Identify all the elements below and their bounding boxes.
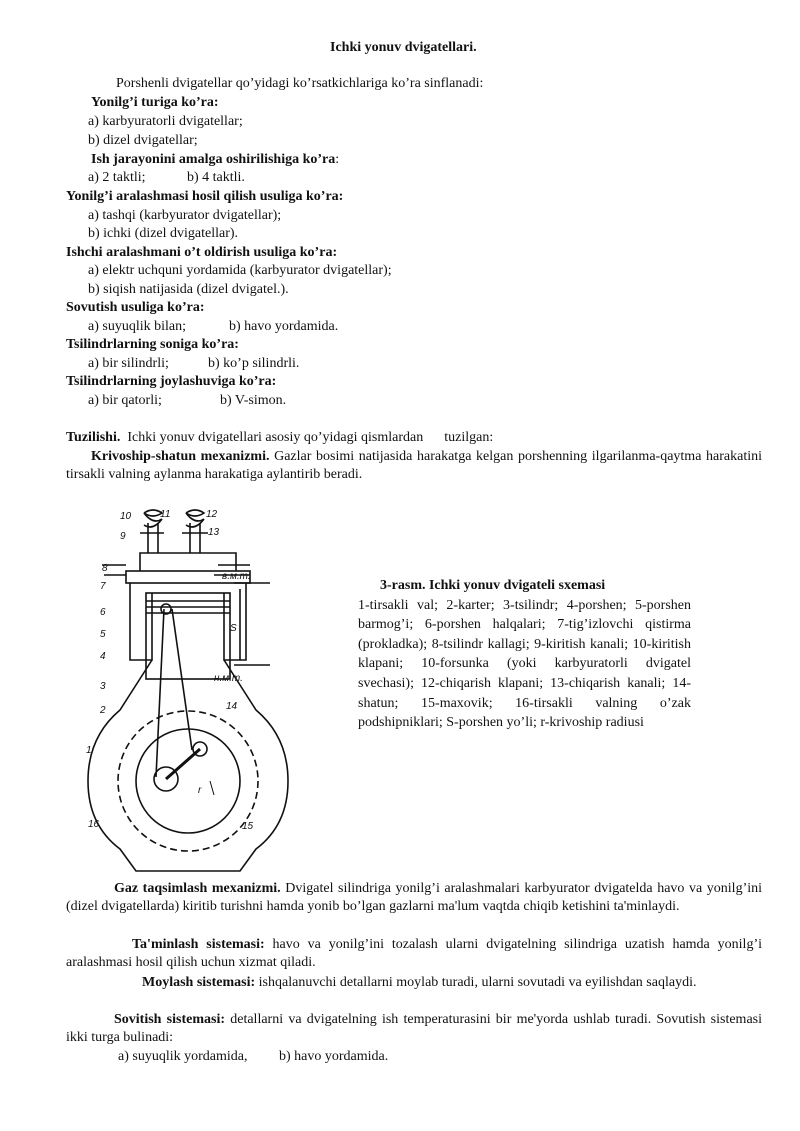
cyl-layout-item-b: b) V-simon. bbox=[220, 393, 287, 408]
intro-text: Porshenli dvigatellar qo’yidagi ko’rsatkichlariga ko’ra sinflanadi: bbox=[116, 76, 484, 91]
diagram-label-7: 7 bbox=[100, 581, 106, 592]
diagram-label-12: 12 bbox=[206, 509, 218, 520]
mixture-heading: Yonilg’i aralashmasi hosil qilish usuliga ko’ra: bbox=[66, 189, 344, 204]
diagram-label-nmt: н.м.т. bbox=[214, 673, 243, 684]
diagram-label-9: 9 bbox=[120, 531, 126, 542]
mixture-item-a: a) tashqi (karbyurator dvigatellar); bbox=[88, 208, 282, 223]
cooling-item-a: a) suyuqlik bilan; bbox=[88, 319, 186, 334]
figure-caption-title: 3-rasm. Ichki yonuv dvigateli sxemasi bbox=[380, 578, 606, 593]
ignition-item-a: a) elektr uchquni yordamida (karbyurator dvigatellar); bbox=[88, 263, 392, 278]
crank-paragraph: Krivoship-shatun mexanizmi. Gazlar bosimi natijasida harakatga kelgan porshenning ilgarilanma-qaytma harakatini tirsakli valning aylanma harakatiga aylantirib beradi. bbox=[66, 449, 762, 482]
cool-types-b: b) havo yordamida. bbox=[279, 1049, 389, 1064]
diagram-label-11: 11 bbox=[160, 509, 171, 520]
cool-types-a: a) suyuqlik yordamida, bbox=[118, 1049, 248, 1064]
figure-caption bbox=[358, 576, 691, 733]
ignition-item-b: b) siqish natijasida (dizel dvigatel.). bbox=[88, 282, 289, 297]
diagram-label-14: 14 bbox=[226, 701, 238, 712]
diagram-label-10: 10 bbox=[120, 511, 132, 522]
supply-paragraph: Ta'minlash sistemasi: havo va yonilg’ini tozalash ularni dvigatelning silindriga uzatish hamda yonilg’i aralashmasi hosil qilish uchun xizmat qiladi. bbox=[66, 937, 762, 970]
cooling-heading: Sovutish usuliga ko’ra: bbox=[66, 300, 205, 315]
structure-line: Tuzilishi. Ichki yonuv dvigatellari asosiy qo’yidagi qismlardan tuzilgan: bbox=[66, 430, 494, 445]
cyl-layout-item-a: a) bir qatorli; bbox=[88, 393, 162, 408]
process-item-a: a) 2 taktli; bbox=[88, 170, 146, 185]
diagram-label-6: 6 bbox=[100, 607, 106, 618]
cyl-count-item-a: a) bir silindrli; bbox=[88, 356, 169, 371]
lube-paragraph: Moylash sistemasi: ishqalanuvchi detallarni moylab turadi, ularni sovutadi va eyilishdan saqlaydi. bbox=[142, 975, 697, 990]
cyl-count-heading: Tsilindrlarning soniga ko’ra: bbox=[66, 337, 239, 352]
diagram-label-4: 4 bbox=[100, 651, 106, 662]
process-item-b: b) 4 taktli. bbox=[187, 170, 245, 185]
diagram-label-s: S bbox=[230, 623, 237, 634]
process-heading: Ish jarayonini amalga oshirilishiga ko’ra: bbox=[91, 152, 340, 167]
fuel-item-b: b) dizel dvigatellar; bbox=[88, 133, 198, 148]
gas-paragraph: Gaz taqsimlash mexanizmi. Dvigatel silindriga yonilg’i aralashmalari karbyurator dvigatelda havo va yonilg’ini (dizel dvigatellarda) kiritib turishni hamda yonib bo’lgan gazlarni ma'lum vaqtda chiqib ketishini ta'minlaydi. bbox=[66, 881, 763, 914]
fuel-heading: Yonilg’i turiga ko’ra: bbox=[91, 95, 219, 110]
figure-caption-text: 1-tirsakli val; 2-karter; 3-tsilindr; 4-porshen; 5-porshen barmog’i; 6-porshen halqalari; 7-tig’izlovchi qistirma (prokladka); 8-tsilindr kallagi; 9-kiritish kanali; 10-kiritish klapani; 10-forsunka (yoki karbyuratorli dvigatel svechasi); 12-chiqarish klapani; 13-chiqarish kanali; 14-shatun; 15-maxovik; 16-tirsakli valning o’zak podshipniklari; S-porshen yo’li; r-krivoship radiusi bbox=[358, 597, 691, 731]
diagram-label-16: 16 bbox=[88, 819, 100, 830]
engine-diagram bbox=[64, 505, 314, 875]
cooling-item-b: b) havo yordamida. bbox=[229, 319, 339, 334]
page-title: Ichki yonuv dvigatellari. bbox=[330, 40, 477, 55]
diagram-label-13: 13 bbox=[208, 527, 220, 538]
diagram-label-15: 15 bbox=[242, 821, 254, 832]
diagram-label-3: 3 bbox=[100, 681, 106, 692]
diagram-label-5: 5 bbox=[100, 629, 106, 640]
diagram-label-8: 8 bbox=[102, 563, 108, 574]
diagram-label-vmt: в.м.т. bbox=[222, 571, 251, 582]
diagram-label-r: r bbox=[198, 785, 202, 796]
cyl-layout-heading: Tsilindrlarning joylashuviga ko’ra: bbox=[66, 374, 277, 389]
diagram-label-2: 2 bbox=[100, 705, 106, 716]
cyl-count-item-b: b) ko’p silindrli. bbox=[208, 356, 300, 371]
diagram-label-1: 1 bbox=[86, 745, 92, 756]
fuel-item-a: a) karbyuratorli dvigatellar; bbox=[88, 114, 243, 129]
ignition-heading: Ishchi aralashmani o’t oldirish usuliga ko’ra: bbox=[66, 245, 338, 260]
mixture-item-b: b) ichki (dizel dvigatellar). bbox=[88, 226, 239, 241]
cool-sys-paragraph: Sovitish sistemasi: detallarni va dvigatelning ish temperaturasini bir me'yorda ushlab turadi. Sovutish sistemasi ikki turga bulinadi: bbox=[66, 1012, 762, 1045]
